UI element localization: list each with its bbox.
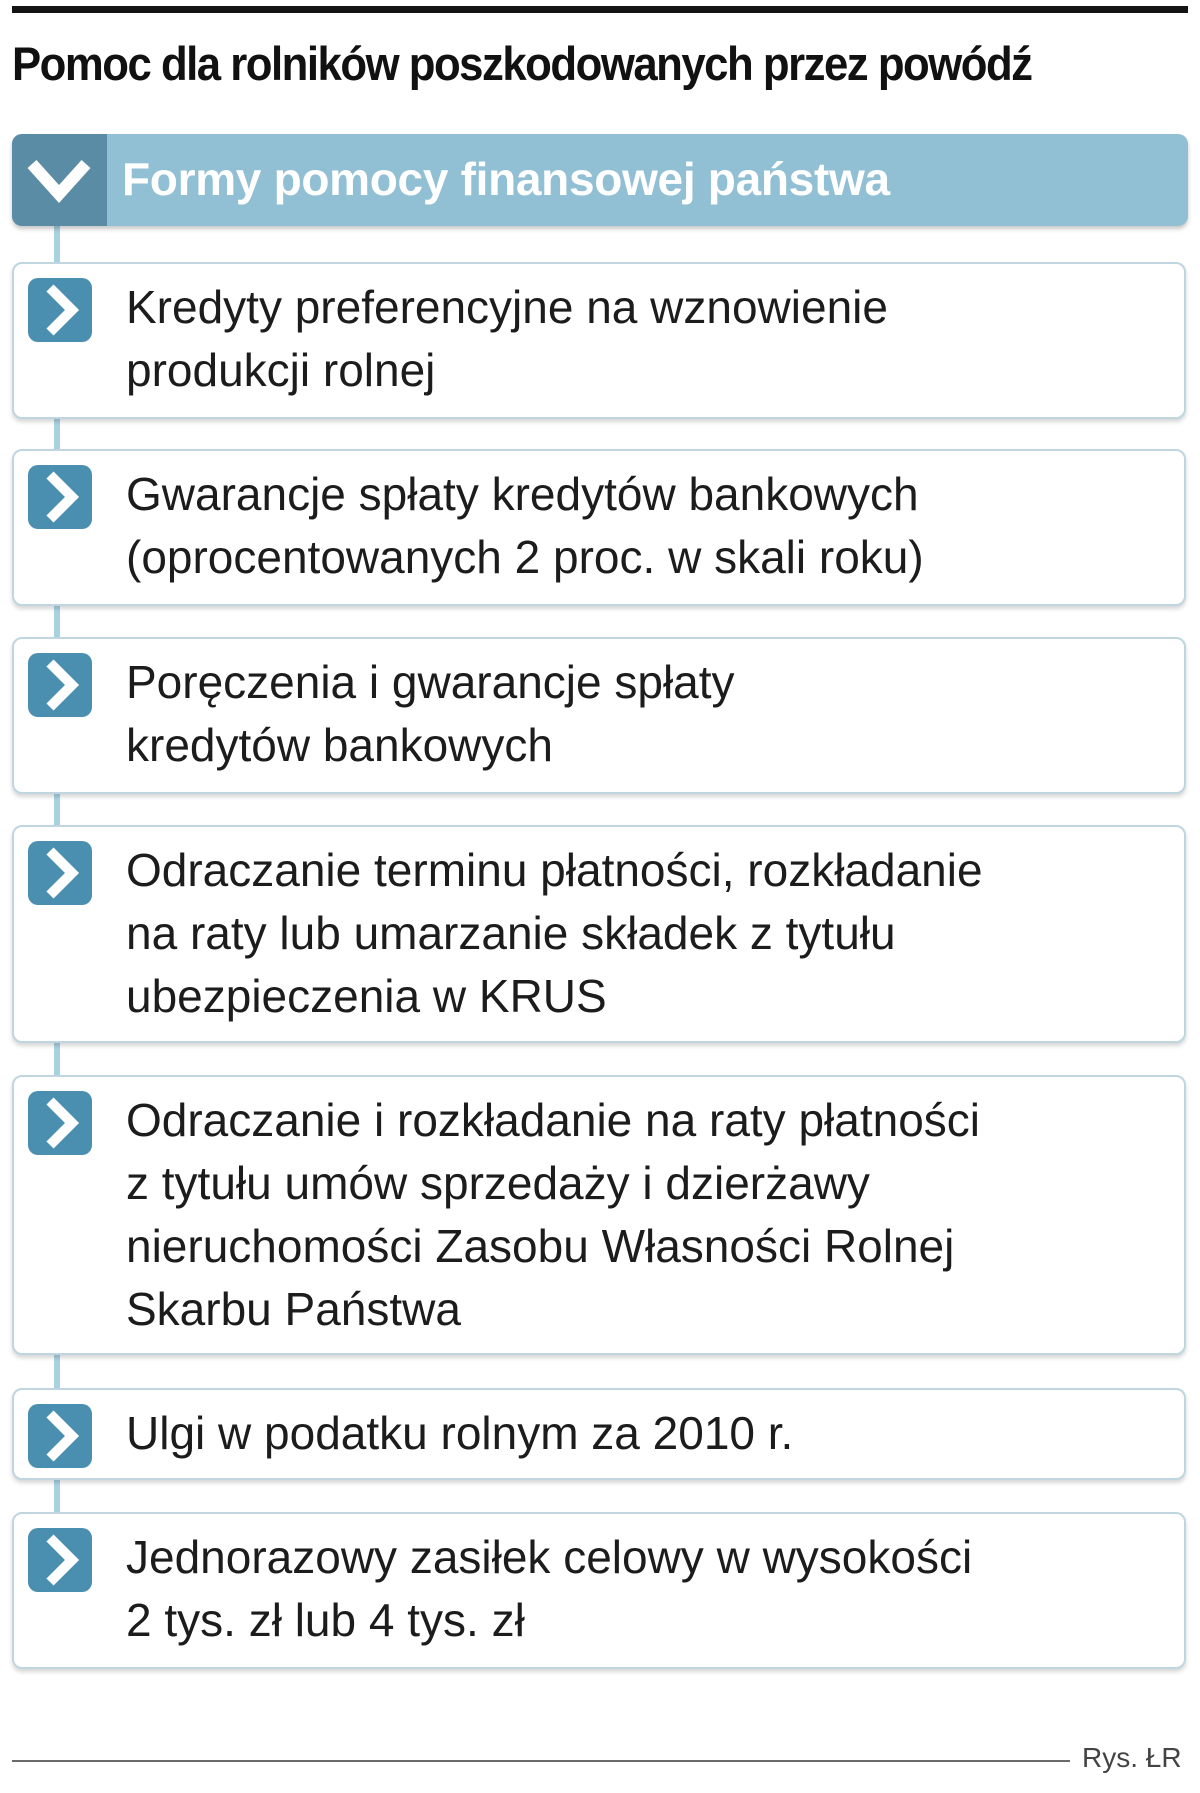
section-header-text: Formy pomocy finansowej państwa [122, 153, 890, 205]
list-item-line: kredytów bankowych [126, 719, 553, 771]
list-item-text [126, 651, 1176, 777]
bottom-rule [12, 1760, 1070, 1762]
list-item-line: 2 tys. zł lub 4 tys. zł [126, 1594, 525, 1646]
list-item-line: Jednorazowy zasiłek celowy w wysokości [126, 1531, 973, 1583]
credit-text: Rys. ŁR [1082, 1742, 1182, 1773]
page-title: Pomoc dla rolników poszkodowanych przez powódź [12, 37, 1032, 90]
list-item-line: produkcji rolnej [126, 344, 436, 396]
list-item-line: z tytułu umów sprzedaży i dzierżawy [126, 1157, 870, 1209]
list-item-text [126, 463, 1176, 589]
list-item-line: Odraczanie i rozkładanie na raty płatności [126, 1094, 981, 1146]
chevron-right-icon [28, 653, 92, 717]
header-tab [12, 134, 107, 226]
chevron-right-icon [28, 1404, 92, 1468]
chevron-right-icon [28, 841, 92, 905]
list-item-text [126, 1089, 1176, 1341]
list-item [12, 1512, 1186, 1669]
chevron-right-icon [28, 278, 92, 342]
list-item-line: (oprocentowanych 2 proc. w skali roku) [126, 531, 924, 583]
list-item-line: Odraczanie terminu płatności, rozkładanie [126, 844, 983, 896]
list-item-text [126, 1526, 1176, 1652]
list-item-text [126, 276, 1176, 402]
list-item-text [126, 1402, 1176, 1465]
top-rule [12, 6, 1188, 13]
chevron-right-icon [28, 1091, 92, 1155]
list-item-line: Gwarancje spłaty kredytów bankowych [126, 468, 919, 520]
list-item-line: Poręczenia i gwarancje spłaty [126, 656, 735, 708]
list-item-line: nieruchomości Zasobu Własności Rolnej [126, 1220, 955, 1272]
list-item-text [126, 839, 1176, 1028]
list-item [12, 449, 1186, 606]
list-item-line: ubezpieczenia w KRUS [126, 970, 607, 1022]
list-item-line: na raty lub umarzanie składek z tytułu [126, 907, 896, 959]
list-item-line: Skarbu Państwa [126, 1283, 461, 1335]
section-header [12, 134, 1188, 226]
list-item [12, 262, 1186, 419]
chevron-down-icon [26, 148, 92, 214]
list-item [12, 637, 1186, 794]
list-item-line: Kredyty preferencyjne na wznowienie [126, 281, 888, 333]
chevron-right-icon [28, 1528, 92, 1592]
chevron-right-icon [28, 465, 92, 529]
list-item [12, 1388, 1186, 1480]
list-item [12, 1075, 1186, 1355]
list-item-line: Ulgi w podatku rolnym za 2010 r. [126, 1407, 794, 1459]
list-item [12, 825, 1186, 1043]
